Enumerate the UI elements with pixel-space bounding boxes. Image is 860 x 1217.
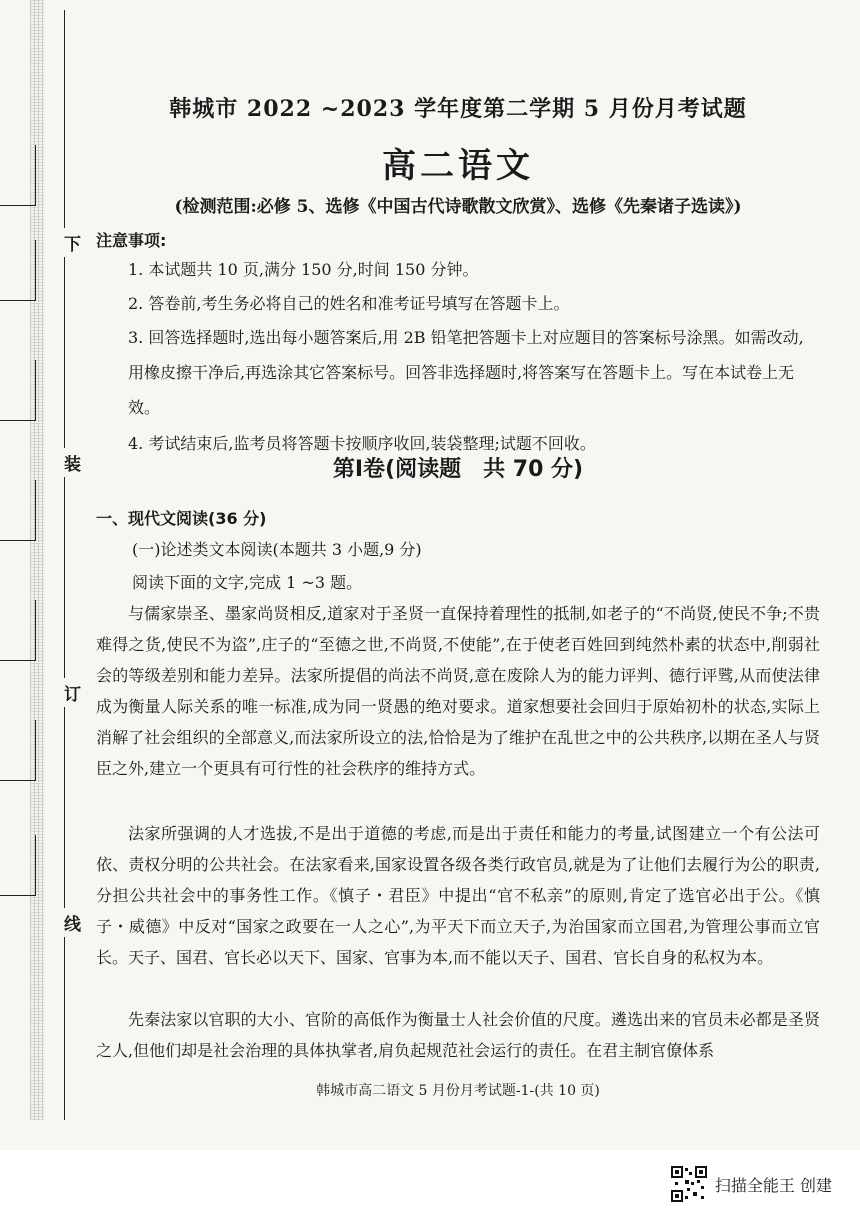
binding-char-ding: 订 — [64, 678, 81, 707]
binding-strip — [30, 0, 44, 1120]
reading-instruction: 阅读下面的文字,完成 1 ~3 题。 — [132, 573, 363, 592]
subsection-heading: (一)论述类文本阅读(本题共 3 小题,9 分) — [132, 540, 422, 559]
binding-line — [64, 10, 65, 1120]
exam-title: 韩城市 2022 ~2023 学年度第二学期 5 月份月考试题 — [169, 96, 747, 122]
binding-mark — [0, 780, 36, 781]
binding-mark — [0, 300, 36, 301]
part-title: 第Ⅰ卷(阅读题 共 70 分) — [332, 457, 584, 482]
binding-char-xian: 线 — [64, 908, 81, 937]
exam-scope: (检测范围:必修 5、选修《中国古代诗歌散文欣赏》、选修《先秦诸子选读》) — [174, 197, 742, 217]
notice-item: 2. 答卷前,考生务必将自己的姓名和准考证号填写在答题卡上。 — [128, 294, 570, 313]
notice-item: 4. 考试结束后,监考员将答题卡按顺序收回,装袋整理;试题不回收。 — [128, 434, 596, 453]
reading-paragraph: 先秦法家以官职的大小、官阶的高低作为衡量士人社会价值的尺度。遴选出来的官员未必都是圣贤之人,但他们却是社会治理的具体执掌者,肩负起规范社会运行的责任。在君主制官僚体系 — [96, 1010, 820, 1060]
binding-mark — [0, 420, 36, 421]
notice-item: 1. 本试题共 10 页,满分 150 分,时间 150 分钟。 — [128, 260, 479, 279]
reading-paragraph: 与儒家崇圣、墨家尚贤相反,道家对于圣贤一直保持着理性的抵制,如老子的“不尚贤,使民不争;不贵难得之货,使民不为盗”,庄子的“至德之世,不尚贤,不使能”,在于使老百姓回到纯然朴素的状态中,削弱社会的等级差别和能力差异。法家所提倡的尚法不尚贤,意在废除人为的能力评判、德行评骘,从而使法律成为衡量人际关系的唯一标准,成为同一贤愚的绝对要求。道家想要社会回归于原始初朴的状态,实际上消解了社会组织的全部意义,而法家所设立的法,恰恰是为了维护在乱世之中的公共秩序,以期在圣人与贤臣之外,建立一个更具有可行性的社会秩序的维持方式。 — [96, 604, 820, 778]
scanner-watermark — [671, 1166, 832, 1202]
binding-char-zhuang: 装 — [64, 448, 81, 477]
binding-mark — [0, 660, 36, 661]
page-footer: 韩城市高二语文 5 月份月考试题-1-(共 10 页) — [316, 1083, 600, 1099]
notice-heading: 注意事项: — [96, 231, 167, 250]
notice-item: 3. 回答选择题时,选出每小题答案后,用 2B 铅笔把答题卡上对应题目的答案标号涂黑。如需改动,用橡皮擦干净后,再选涂其它答案标号。回答非选择题时,将答案写在答题卡上。写在本试卷上无效。 — [128, 328, 804, 417]
page-content — [96, 0, 820, 1150]
watermark-text: 扫描全能王 创建 — [714, 1175, 832, 1195]
binding-mark — [0, 540, 36, 541]
section-heading: 一、现代文阅读(36 分) — [96, 509, 267, 528]
binding-mark — [0, 895, 36, 896]
reading-paragraph: 法家所强调的人才选拔,不是出于道德的考虑,而是出于责任和能力的考量,试图建立一个有公法可依、责权分明的公共社会。在法家看来,国家设置各级各类行政官员,就是为了让他们去履行为公的职责,分担公共社会中的事务性工作。《慎子・君臣》中提出“官不私亲”的原则,肯定了选官必出于公。《慎子・威德》中反对“国家之政要在一人之心”,为平天下而立天子,为治国家而立国君,为管理公事而立官长。天子、国君、官长必以天下、国家、官事为本,而不能以天子、国君、官长自身的私权为本。 — [96, 824, 820, 967]
qr-code-icon — [671, 1166, 707, 1202]
binding-char-xia: 下 — [64, 228, 81, 257]
subject-title: 高二语文 — [382, 146, 534, 186]
binding-mark — [0, 205, 36, 206]
